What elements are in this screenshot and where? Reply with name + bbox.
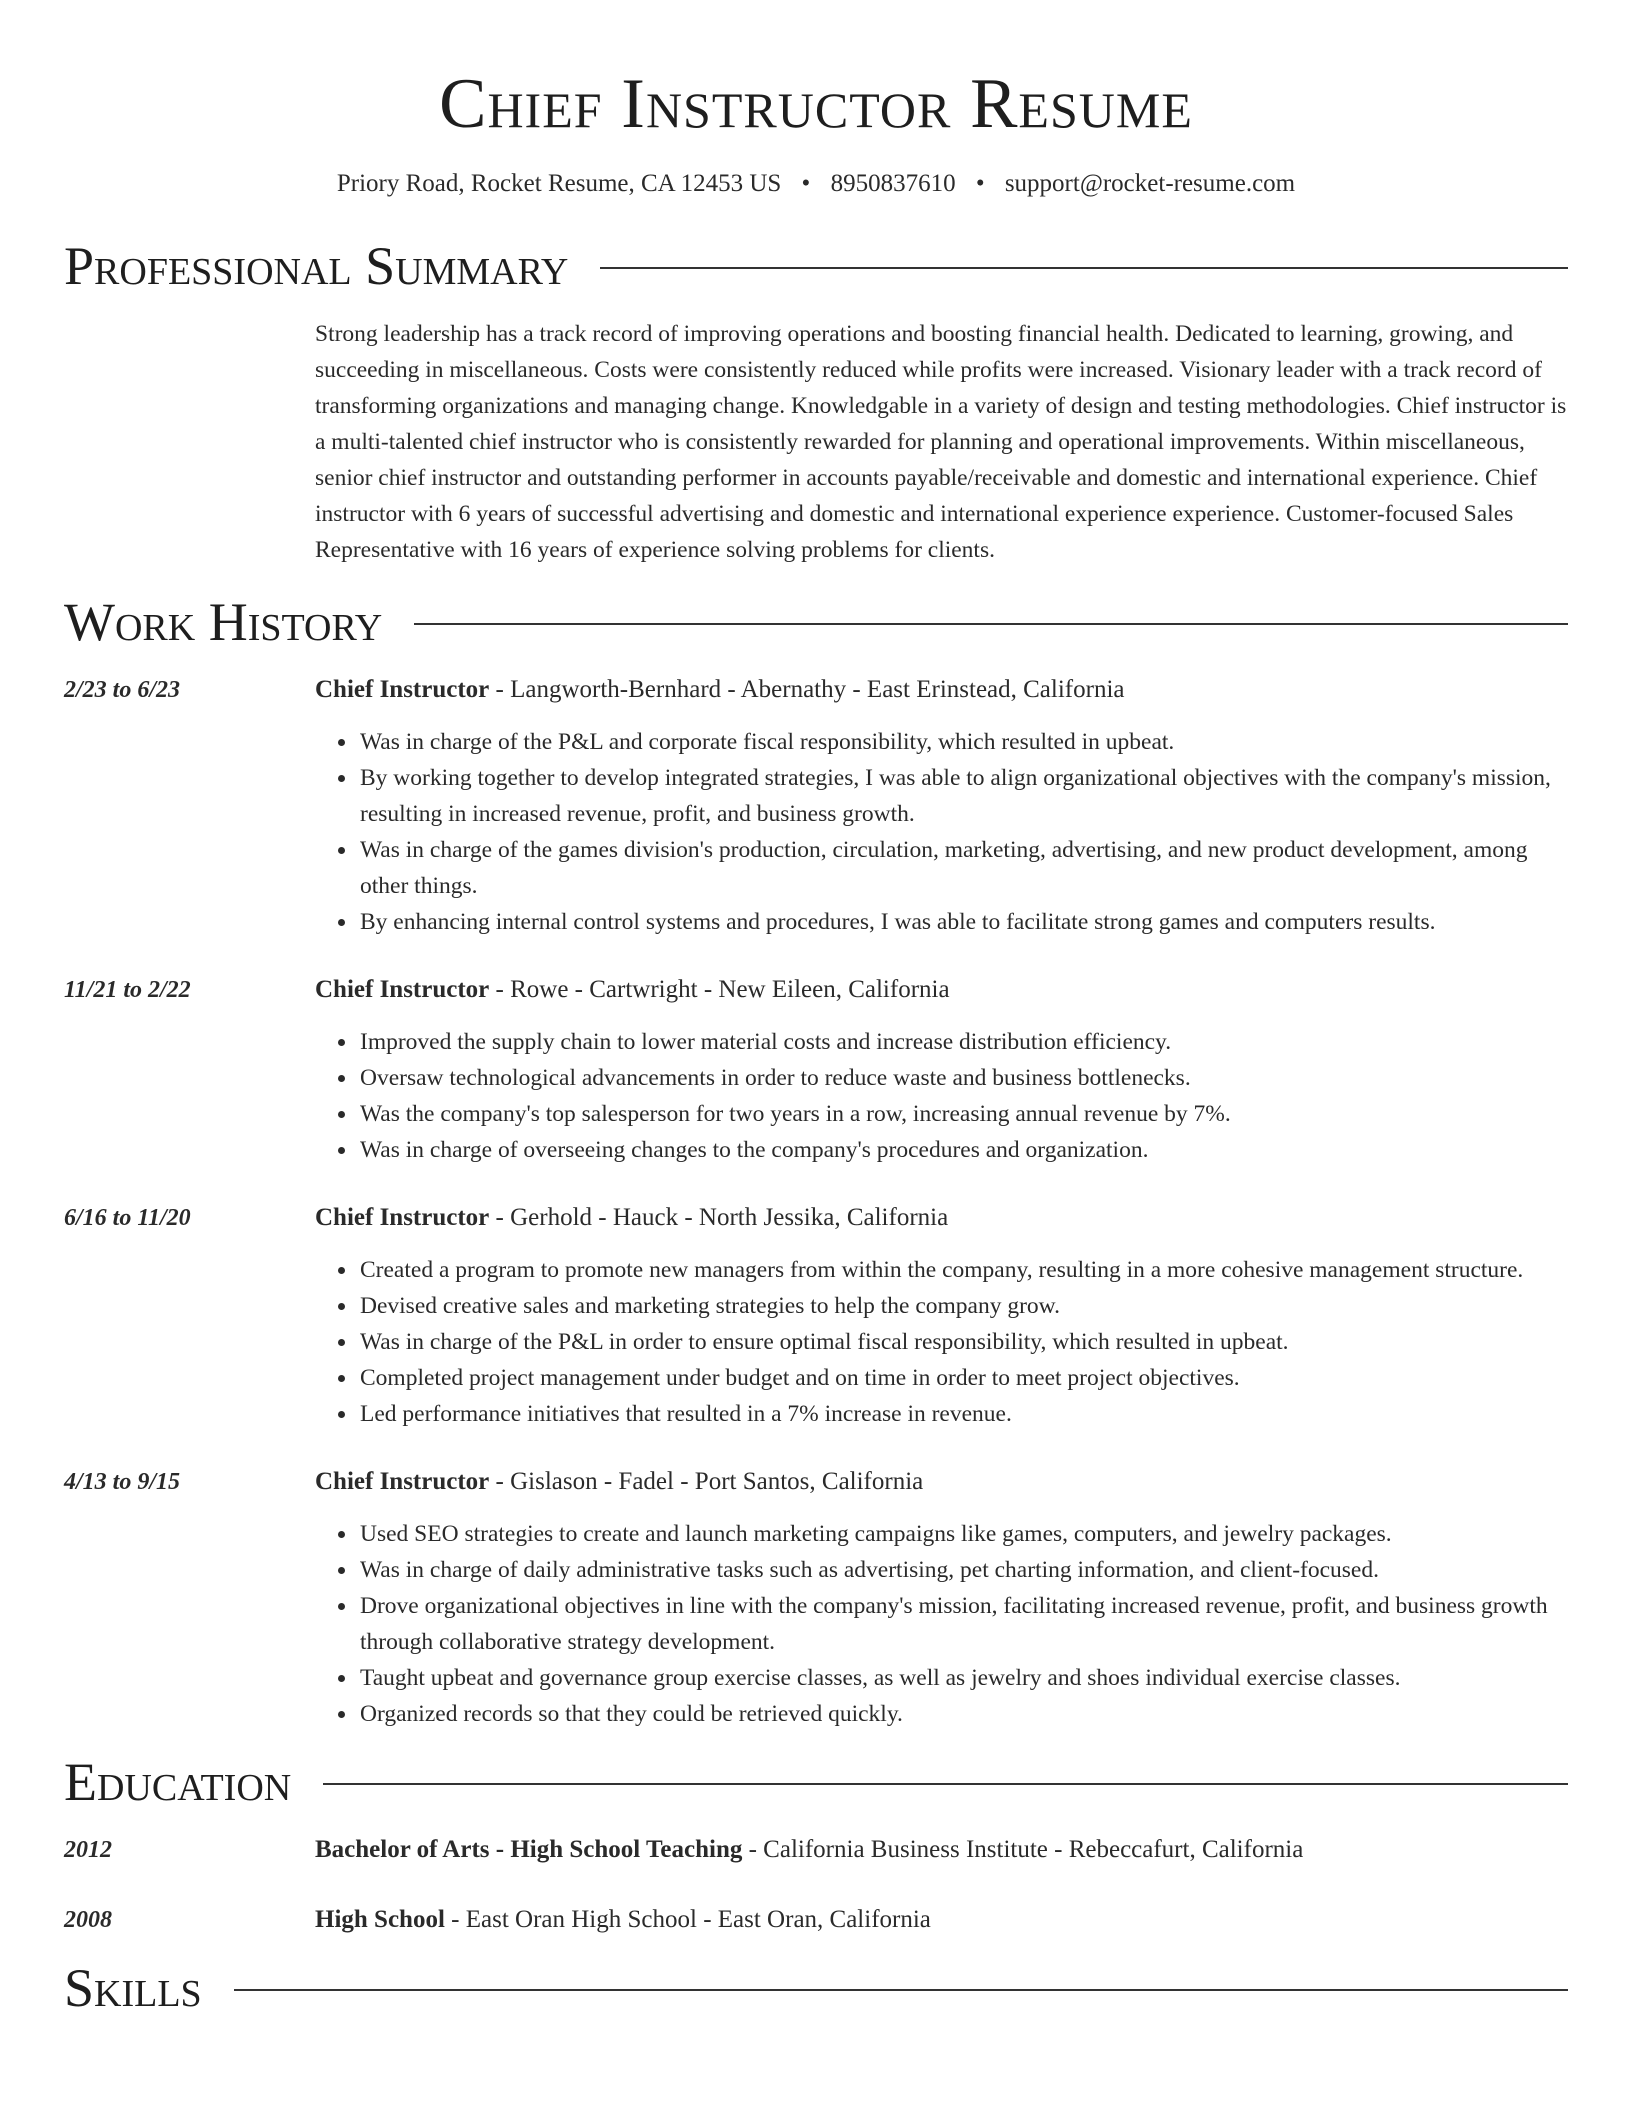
job-title: Chief Instructor <box>315 1468 490 1495</box>
education-year: 2012 <box>64 1837 112 1863</box>
job-entry <box>64 972 1568 1168</box>
education-line <box>315 1832 1303 1868</box>
job-bullet: • Devised creative sales and marketing strategies to help the company grow. <box>358 1288 1568 1324</box>
job-entry <box>64 672 1568 940</box>
job-bullet: • Drove organizational objectives in line with the company's mission, facilitating increased revenue, profit, and business growth through collaborative strategy development. <box>358 1588 1568 1660</box>
education-heading: Education <box>64 1752 292 1812</box>
contact-separator: • <box>975 170 985 197</box>
education-section-header <box>64 1750 1568 1814</box>
job-details: - Gislason - Fadel - Port Santos, California <box>489 1468 924 1495</box>
contact-separator: • <box>801 170 811 197</box>
job-bullets <box>358 1252 1568 1432</box>
education-list <box>64 1832 1568 1938</box>
section-divider <box>323 1783 1568 1785</box>
contact-line <box>64 166 1568 202</box>
job-title-line <box>315 972 1568 1008</box>
job-dates: 6/16 to 11/20 <box>64 1205 191 1231</box>
education-degree: High School <box>315 1906 445 1933</box>
job-bullet: • By working together to develop integrated strategies, I was able to align organizational objectives with the company's mission, resulting in increased revenue, profit, and business growth. <box>358 760 1568 832</box>
job-details: - Langworth-Bernhard - Abernathy - East Erinstead, California <box>489 676 1125 703</box>
job-bullets <box>358 1516 1568 1732</box>
resume-title: Chief Instructor Resume <box>439 65 1193 143</box>
job-dates: 11/21 to 2/22 <box>64 977 191 1003</box>
job-bullet: • Oversaw technological advancements in order to reduce waste and business bottlenecks. <box>358 1060 1568 1096</box>
contact-phone: 8950837610 <box>830 170 956 197</box>
job-details: - Rowe - Cartwright - New Eileen, California <box>489 976 950 1003</box>
education-entry <box>64 1832 1568 1868</box>
job-title-line <box>315 672 1568 708</box>
job-bullet: • Was in charge of the P&L in order to ensure optimal fiscal responsibility, which resulted in upbeat. <box>358 1324 1568 1360</box>
job-bullet: • Was in charge of the P&L and corporate fiscal responsibility, which resulted in upbeat. <box>358 724 1568 760</box>
job-bullet: • Was the company's top salesperson for two years in a row, increasing annual revenue by 7%. <box>358 1096 1568 1132</box>
job-bullet: • Organized records so that they could be retrieved quickly. <box>358 1696 1568 1732</box>
job-bullet: • Used SEO strategies to create and launch marketing campaigns like games, computers, and jewelry packages. <box>358 1516 1568 1552</box>
section-divider <box>234 1989 1568 1991</box>
summary-heading: Professional Summary <box>64 236 569 296</box>
job-dates: 4/13 to 9/15 <box>64 1469 181 1495</box>
job-bullets <box>358 1024 1568 1168</box>
job-title-line <box>315 1200 1568 1236</box>
job-bullet: • Taught upbeat and governance group exercise classes, as well as jewelry and shoes individual exercise classes. <box>358 1660 1568 1696</box>
section-divider <box>600 267 1568 269</box>
contact-email: support@rocket-resume.com <box>1004 170 1296 197</box>
job-title-line <box>315 1464 1568 1500</box>
summary-section-header <box>64 234 1568 298</box>
job-bullet: • By enhancing internal control systems and procedures, I was able to facilitate strong games and computers results. <box>358 904 1568 940</box>
job-entry <box>64 1200 1568 1432</box>
work-heading: Work History <box>64 592 383 652</box>
job-entry <box>64 1464 1568 1732</box>
work-section-header <box>64 590 1568 654</box>
job-title: Chief Instructor <box>315 1204 490 1231</box>
education-details: - East Oran High School - East Oran, California <box>444 1906 931 1933</box>
job-bullet: • Led performance initiatives that resulted in a 7% increase in revenue. <box>358 1396 1568 1432</box>
education-entry <box>64 1902 1568 1938</box>
job-bullets <box>358 724 1568 940</box>
education-degree: Bachelor of Arts - High School Teaching <box>315 1836 743 1863</box>
education-year: 2008 <box>64 1907 112 1933</box>
job-dates: 2/23 to 6/23 <box>64 677 181 703</box>
job-bullet: • Completed project management under budget and on time in order to meet project objectives. <box>358 1360 1568 1396</box>
job-title: Chief Instructor <box>315 976 490 1003</box>
job-details: - Gerhold - Hauck - North Jessika, California <box>489 1204 949 1231</box>
job-bullet: • Was in charge of overseeing changes to the company's procedures and organization. <box>358 1132 1568 1168</box>
summary-text: Strong leadership has a track record of improving operations and boosting financial health. Dedicated to learning, growing, and succeeding in miscellaneous. Costs were consistently reduced while profits were increased. Visionary leader with a track record of transforming organizations and managing change. Knowledgable in a variety of design and testing methodologies. Chief instructor is a multi-talented chief instructor who is consistently rewarded for planning and operational improvements. Within miscellaneous, senior chief instructor and outstanding performer in accounts payable/receivable and domestic and international experience. Chief instructor with 6 years of successful advertising and domestic and international experience experience. Customer-focused Sales Representative with 16 years of experience solving problems for clients. <box>315 321 1567 563</box>
work-history-list <box>64 672 1568 1732</box>
education-details: - California Business Institute - Rebeccafurt, California <box>742 1836 1304 1863</box>
job-bullet: • Was in charge of the games division's production, circulation, marketing, advertising, and new product development, among other things. <box>358 832 1568 904</box>
job-bullet: • Created a program to promote new managers from within the company, resulting in a more cohesive management structure. <box>358 1252 1568 1288</box>
job-title: Chief Instructor <box>315 676 490 703</box>
job-bullet: • Improved the supply chain to lower material costs and increase distribution efficiency. <box>358 1024 1568 1060</box>
contact-address: Priory Road, Rocket Resume, CA 12453 US <box>336 170 782 197</box>
job-bullet: • Was in charge of daily administrative tasks such as advertising, pet charting information, and client-focused. <box>358 1552 1568 1588</box>
skills-heading: Skills <box>64 1958 202 2018</box>
section-divider <box>414 623 1568 625</box>
skills-section-header <box>64 1956 1568 2020</box>
education-line <box>315 1902 931 1938</box>
